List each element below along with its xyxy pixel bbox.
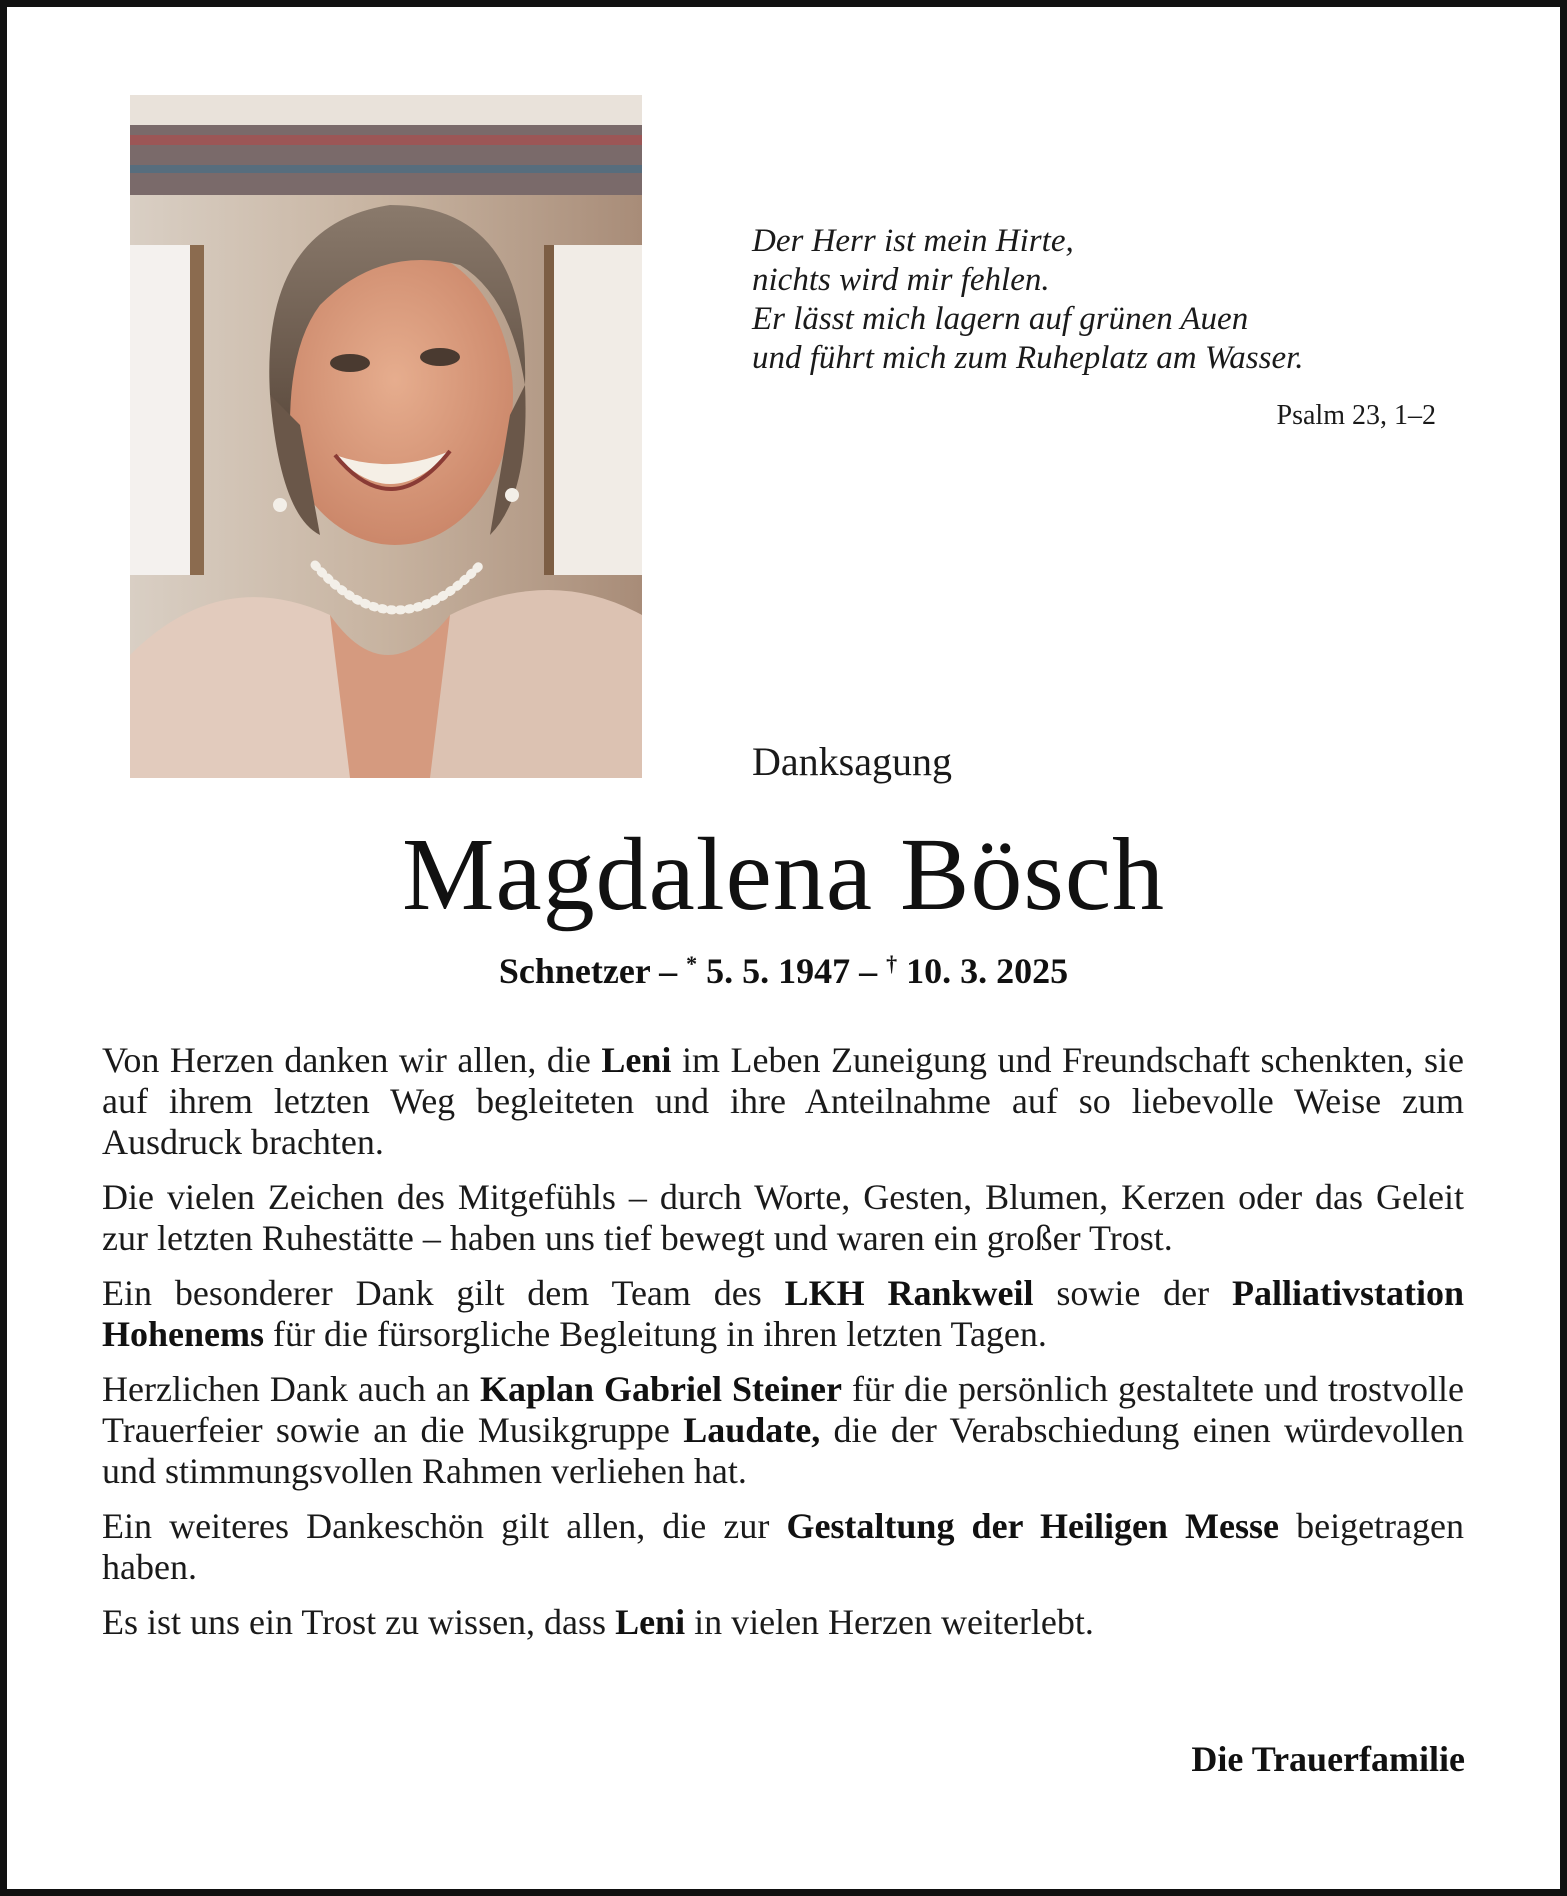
paragraph: Die vielen Zeichen des Mitgefühls – durch Worte, Gesten, Blumen, Kerzen oder das Geleit zur letzten Ruhestätte – haben uns tief bewegt und waren ein großer Trost. <box>102 1177 1464 1258</box>
signature: Die Trauerfamilie <box>1191 1739 1465 1779</box>
life-dates <box>0 950 1567 992</box>
psalm-line: Der Herr ist mein Hirte, <box>752 223 1074 259</box>
psalm-line: Er lässt mich lagern auf grünen Auen <box>752 301 1249 337</box>
paragraph: Herzlichen Dank auch an Kaplan Gabriel Steiner für die persönlich gestaltete und trostvolle Trauerfeier sowie an die Musikgruppe Laudate, die der Verabschiedung einen würdevollen und stimmungsvollen Rahmen verliehen hat. <box>102 1369 1465 1491</box>
portrait-photo <box>130 95 642 778</box>
music-group-name: Laudate, <box>683 1410 821 1450</box>
psalm-quote <box>752 222 1452 378</box>
paragraph: Es ist uns ein Trost zu wissen, dass Leni in vielen Herzen weiterlebt. <box>102 1602 1094 1642</box>
psalm-line: nichts wird mir fehlen. <box>752 262 1050 298</box>
paragraph: Ein besonderer Dank gilt dem Team des LKH Rankweil sowie der Palliativstation Hohenems für die fürsorgliche Begleitung in ihren letzten Tagen. <box>102 1273 1464 1354</box>
death-symbol: † <box>886 951 898 976</box>
mass-highlight: Gestaltung der Heiligen Messe <box>786 1506 1279 1546</box>
palliative-ward-name: Palliativstation Hohenems <box>102 1273 1464 1354</box>
paragraph: Ein weiteres Dankeschön gilt allen, die zur Gestaltung der Heiligen Messe beigetragen haben. <box>102 1506 1464 1587</box>
separator: – <box>850 951 887 991</box>
chaplain-name: Kaplan Gabriel Steiner <box>479 1369 842 1409</box>
psalm-reference: Psalm 23, 1–2 <box>1276 400 1436 431</box>
paragraph: Von Herzen danken wir allen, die Leni im Leben Zuneigung und Freundschaft schenkten, sie auf ihrem letzten Weg begleiteten und ihre Anteilnahme auf so liebevolle Weise zum Ausdruck brachten. <box>102 1040 1464 1162</box>
birth-symbol: * <box>686 951 698 976</box>
psalm-line: und führt mich zum Ruheplatz am Wasser. <box>752 340 1304 376</box>
deceased-name: Magdalena Bösch <box>401 817 1165 932</box>
death-date: 10. 3. 2025 <box>897 951 1069 991</box>
separator: – <box>650 951 687 991</box>
name-highlight: Leni <box>615 1602 686 1642</box>
thanks-body <box>102 1040 1464 1657</box>
portrait-image <box>130 95 642 778</box>
hospital-name: LKH Rankweil <box>784 1273 1034 1313</box>
notice-label: Danksagung <box>752 739 952 784</box>
maiden-name: Schnetzer <box>498 951 651 991</box>
name-highlight: Leni <box>601 1040 672 1080</box>
birth-date: 5. 5. 1947 <box>697 951 851 991</box>
